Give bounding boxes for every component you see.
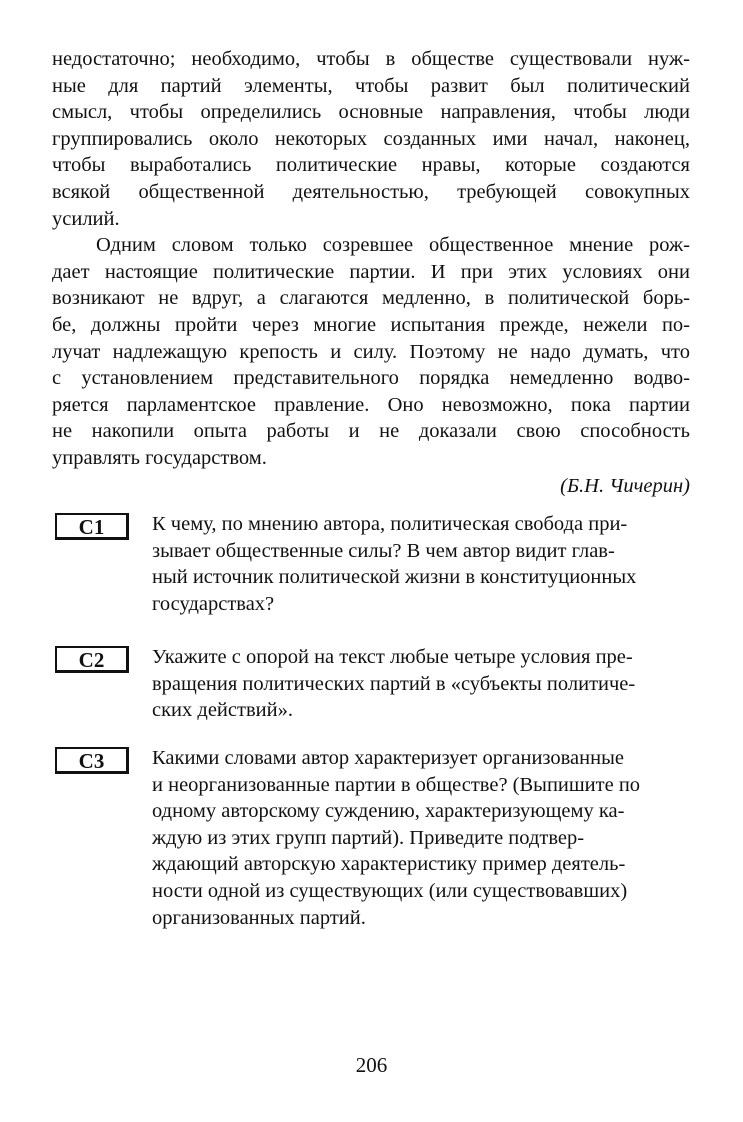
- text-line: ских действий».: [152, 699, 293, 722]
- text-line: и неорганизованные партии в обществе? (Выпишите по: [152, 773, 641, 796]
- text-line: бе, должны пройти через многие испытания прежде, нежели по-: [52, 313, 690, 336]
- text-line: управлять государством.: [52, 446, 267, 469]
- text-line: ждающий авторскую характеристику пример деятель-: [152, 853, 626, 876]
- task-question: [152, 745, 692, 931]
- text-line: всякой общественной деятельностью, требующей совокупных: [52, 180, 690, 203]
- text-line: зывает общественные силы? В чем автор видит глав-: [152, 539, 615, 562]
- text-line: дает настоящие политические партии. И при этих условиях они: [52, 260, 690, 283]
- text-line: чтобы выработались политические нравы, которые создаются: [52, 154, 690, 177]
- task-question: [152, 644, 692, 724]
- page-number: 206: [355, 1053, 388, 1077]
- text-line: не накопили опыта работы и не доказали свою способность: [52, 420, 690, 443]
- passage-text: [52, 46, 690, 499]
- text-line: лучат надлежащую крепость и силу. Поэтому не надо думать, что: [52, 340, 690, 363]
- text-line: одному авторскому суждению, характеризующему ка-: [152, 800, 625, 823]
- text-line: возникают не вдруг, а слагаются медленно, в политической борь-: [52, 287, 690, 310]
- text-line: организованных партий.: [152, 906, 366, 929]
- text-line: ряется парламентское правление. Оно невозможно, пока партии: [52, 393, 690, 416]
- text-line: недостаточно; необходимо, чтобы в обществе существовали нуж-: [52, 48, 690, 70]
- attribution: (Б.Н. Чичерин): [560, 474, 690, 497]
- text-line: с установлением представительного порядка немедленно водво-: [52, 367, 690, 390]
- text-line: группировались около некоторых созданных ими начал, наконец,: [52, 127, 690, 150]
- text-line: ные для партий элементы, чтобы развит был политический: [52, 74, 690, 97]
- text-line: ный источник политической жизни в конституционных: [152, 566, 637, 589]
- task-question: [152, 511, 692, 617]
- task-label-box: C3: [55, 747, 129, 774]
- text-line: Какими словами автор характеризует организованные: [152, 747, 624, 769]
- text-line: вращения политических партий в «субъекты политиче-: [152, 672, 636, 695]
- paragraph-2: [52, 232, 690, 471]
- task-label-box: C1: [55, 513, 129, 540]
- text-line: ности одной из существующих (или существовавших): [152, 879, 628, 902]
- text-line: Укажите с опорой на текст любые четыре условия пре-: [152, 646, 633, 668]
- task-label-box: C2: [55, 646, 129, 673]
- text-line: смысл, чтобы определились основные направления, чтобы люди: [52, 101, 690, 124]
- text-line: Одним словом только созревшее общественное мнение рож-: [96, 234, 690, 257]
- text-line: К чему, по мнению автора, политическая свобода при-: [152, 513, 628, 535]
- paragraph-1: [52, 46, 690, 232]
- text-line: усилий.: [52, 207, 120, 230]
- text-line: ждую из этих групп партий). Приведите подтвер-: [152, 826, 585, 849]
- text-line: государствах?: [152, 592, 275, 615]
